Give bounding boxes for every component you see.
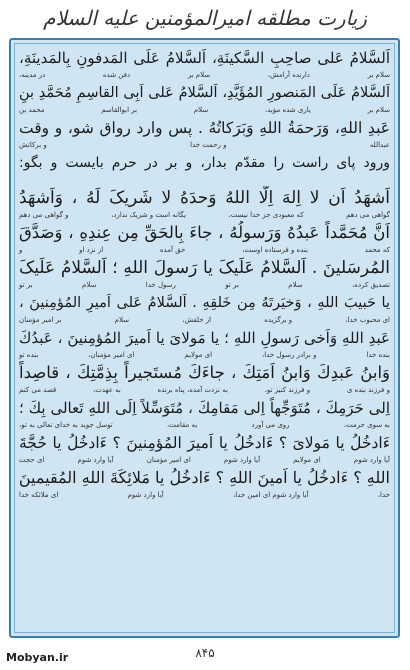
translation-word: بر تو <box>225 281 239 289</box>
text-line <box>19 116 390 140</box>
translation-word: سلام <box>114 316 130 324</box>
translation-word: آیا وارد شوم <box>223 456 261 464</box>
arabic-text: اَنَّ مُحَمَّداً عَبدُهُ وَرَسولُهُ ، جاءَ بِالحَقِّ مِن عِندِهِ ، وَصَدَّقَ <box>19 223 390 242</box>
text-line <box>19 466 390 490</box>
text-line <box>19 396 390 420</box>
translation-word: و <box>19 246 23 254</box>
translation-word: ای حجت <box>19 456 45 464</box>
translation-word: حق آمده <box>159 246 186 254</box>
translation-word: ای مولایم <box>293 456 321 464</box>
arabic-text: یا حَبیبَ اللهِ ، وَخیَرتَهُ مِن خَلقِهِ . اَلسَّلامُ عَلی اَمیرِ المُؤمِنینَ ، <box>19 295 390 311</box>
text-line <box>19 431 390 455</box>
arabic-text: المُرسَلینَ . اَلسَّلامُ عَلَیکَ یا رَسولَ اللهِ ؛ اَلسَّلامُ عَلَیکَ <box>19 258 390 278</box>
translation-word: آیا وارد شوم <box>353 456 390 464</box>
translation-word: بنده تو <box>19 351 39 359</box>
text-line <box>19 256 390 280</box>
translation-word: به نزدت آمده، پناه برنده <box>157 386 228 394</box>
translation-word: سلام <box>193 106 209 114</box>
translation-word: بر تو <box>19 281 33 289</box>
translation-word: رسول خدا <box>145 281 176 289</box>
arabic-text: وَابنُ عَبدِكَ وَابنُ اَمَتِكَ ، جاءَكَ مُستَجیراً بِذِمَّتِكَ ، قاصِداً <box>19 363 390 382</box>
translation-word: تصدیق کرده، <box>352 281 390 289</box>
arabic-text: اَشهَدُ اَن لا اِلهَ اِلَّا اللهُ وَحدَهُ لا شَریکَ لَهُ ، وَاَشهَدُ <box>19 188 390 208</box>
translation-word: به سوی حرمت، <box>343 421 390 429</box>
translation-word: قصد می کنم <box>19 386 57 394</box>
translation-word: سلام بر <box>367 71 390 79</box>
translation-word: که معبودی جز خدا نیست، <box>228 211 304 219</box>
text-frame <box>9 38 400 638</box>
translation-word: بر ابوالقاسم <box>101 106 138 114</box>
translation-word: آیا وارد شوم <box>77 456 114 464</box>
translation-word: که محمد <box>364 246 390 254</box>
translation-word: و فرزند کنیز تو، <box>264 386 311 394</box>
translation-word: توسل جوید به خدای تعالی به تو، <box>19 421 113 429</box>
prayer-lines <box>19 46 390 501</box>
text-line <box>19 46 390 70</box>
arabic-text: اَلسَّلامُ عَلی صاحِبِ السَّکینَةِ، اَلسَّلامُ عَلَی المَدفونِ بِالمَدینَةِ، <box>19 49 390 67</box>
translation-word: عبدالله <box>369 141 390 149</box>
translation-word: و گواهی می دهم <box>19 211 69 219</box>
arabic-text: عَبدِ اللهِ وَاَخی رَسولِ اللهِ ؛ یا مَولایَ یا اَمیرَ المُؤمِنینَ ، عَبدُكَ <box>19 329 390 347</box>
translation-line <box>19 70 390 81</box>
translation-line <box>19 245 390 256</box>
translation-word: از نزد او <box>79 246 104 254</box>
translation-line <box>19 105 390 116</box>
translation-word: و فرزند بنده ی <box>346 386 390 394</box>
translation-word: بنده و فرستاده اوست، <box>242 246 308 254</box>
translation-word: یاری شده مؤید، <box>264 106 311 114</box>
translation-word: و برگزیده <box>264 316 293 324</box>
arabic-text: اَلسَّلامُ عَلَی المَنصورِ المُؤَیَّدِ، اَلسَّلامُ عَلی اَبِی القاسِمِ مُحَمَّدِ بنِ <box>19 85 390 101</box>
arabic-text: اِلی حَرَمِكَ ، مُتَوَجِّهاً اِلی مَقامِكَ ، مُتَوَسِّلاً اِلَی اللهِ تَعالی بِكَ ؛ <box>19 399 390 417</box>
translation-line <box>19 350 390 361</box>
translation-word: در مدینه، <box>19 71 46 79</box>
translation-word: دارنده آرامش، <box>267 71 310 79</box>
text-line <box>19 326 390 350</box>
text-line <box>19 361 390 385</box>
arabic-text: عَبدِ اللهِ، وَرَحمَةُ اللهِ وَبَرَکاتُهُ . پس وارد رواق شو، و وقت <box>19 119 390 137</box>
translation-word: ای مولایم <box>184 351 213 359</box>
translation-word: یگانه است و شریک ندارد، <box>111 211 186 219</box>
translation-line <box>19 490 390 501</box>
translation-word: روی می آورد <box>251 421 290 429</box>
translation-word: گواهی می دهم <box>346 211 390 219</box>
arabic-text: ءَادخُلُ یا مَولایَ ؟ ءَادخُلُ یا اَمیرَ المُؤمِنینَ ؟ ءَادخُلُ یا حُجَّةَ <box>19 434 390 452</box>
translation-line <box>19 140 390 151</box>
translation-word: سلام <box>288 281 303 289</box>
translation-word: سلام بر <box>367 106 390 114</box>
translation-line <box>19 315 390 326</box>
arabic-text: ورود پای راست را مقدّم بدار، و بر در حرم بایست و بگو: <box>19 155 390 171</box>
translation-line <box>19 210 390 221</box>
translation-line <box>19 280 390 291</box>
translation-word: سلام <box>82 281 97 289</box>
translation-word: خدا، <box>377 491 390 499</box>
translation-word: ای ملائکه خدا <box>19 491 59 499</box>
translation-word: و برکاتش <box>19 141 47 149</box>
translation-word: به مقامت، <box>167 421 198 429</box>
translation-word: ای محبوب خدا، <box>345 316 390 324</box>
text-line <box>19 186 390 210</box>
translation-word: ای امیر مؤمنان <box>146 456 191 464</box>
translation-line <box>19 385 390 396</box>
translation-word: ای امیر مؤمنان، <box>88 351 135 359</box>
translation-word: محمد بن <box>19 106 45 114</box>
text-line <box>19 81 390 105</box>
page-number: ۸۴۵ <box>195 646 215 660</box>
translation-word: و برادر رسول خدا، <box>262 351 317 359</box>
translation-word: به عهدت، <box>92 386 121 394</box>
text-line <box>19 221 390 245</box>
translation-word: سلام بر <box>187 71 211 79</box>
arabic-text: اللهِ ؟ ءَادخُلُ یا اَمینَ اللهِ ؟ ءَادخُلُ یا مَلائِکَةَ اللهِ المُقیمینَ <box>19 468 390 487</box>
translation-word: بنده خدا <box>366 351 390 359</box>
text-line <box>19 291 390 315</box>
translation-line <box>19 420 390 431</box>
watermark: Mobyan.ir <box>6 651 69 664</box>
translation-line <box>19 175 390 186</box>
translation-line <box>19 455 390 466</box>
translation-word: آیا وارد شوم ای امین خدا، <box>232 491 309 499</box>
translation-word: بر امیر مؤمنان <box>19 316 62 324</box>
translation-word: از خلقش، <box>182 316 212 324</box>
translation-word: و رحمت خدا <box>190 141 227 149</box>
translation-word: آیا وارد شوم <box>127 491 164 499</box>
page-title: زیارت مطلقه امیرالمؤمنین علیه السلام <box>43 6 367 30</box>
translation-word: دفن شده <box>102 71 131 79</box>
text-line <box>19 151 390 175</box>
